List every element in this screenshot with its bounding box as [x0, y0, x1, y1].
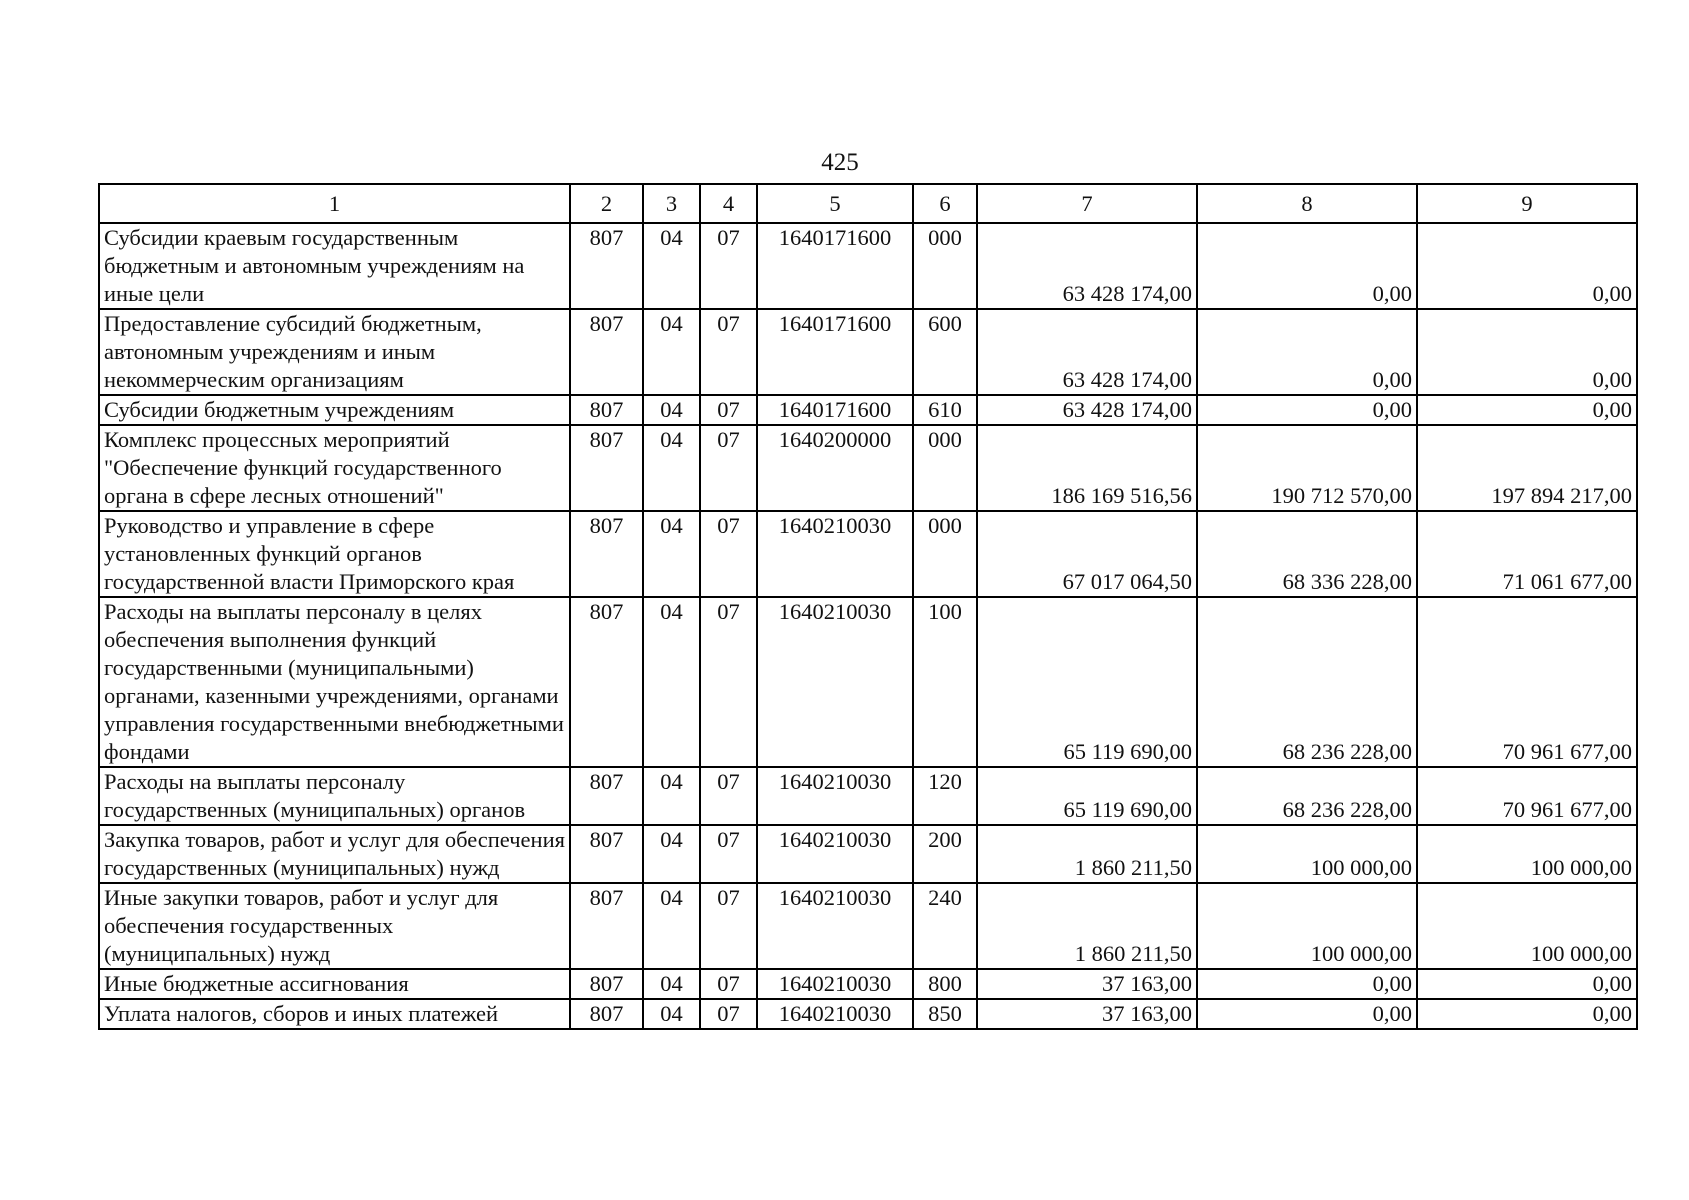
column-header-4: 4	[700, 184, 757, 223]
expense-name: Предоставление субсидий бюджетным, автономным учреждениям и иным некоммерческим организациям	[99, 309, 570, 395]
expense-type-code: 600	[913, 309, 977, 395]
subsection-code: 07	[700, 883, 757, 969]
expense-type-code: 000	[913, 223, 977, 309]
amount-col-7: 1 860 211,50	[977, 825, 1197, 883]
target-article-code: 1640171600	[757, 223, 913, 309]
subsection-code: 07	[700, 969, 757, 999]
column-header-9: 9	[1417, 184, 1637, 223]
expense-name: Уплата налогов, сборов и иных платежей	[99, 999, 570, 1029]
expense-name: Расходы на выплаты персоналу государственных (муниципальных) органов	[99, 767, 570, 825]
column-header-8: 8	[1197, 184, 1417, 223]
ministry-code: 807	[570, 883, 643, 969]
section-code: 04	[643, 395, 700, 425]
amount-col-7: 37 163,00	[977, 999, 1197, 1029]
target-article-code: 1640200000	[757, 425, 913, 511]
target-article-code: 1640210030	[757, 825, 913, 883]
amount-col-8: 68 236 228,00	[1197, 597, 1417, 767]
table-row	[99, 395, 1637, 425]
section-code: 04	[643, 825, 700, 883]
amount-col-9: 70 961 677,00	[1417, 767, 1637, 825]
amount-col-7: 65 119 690,00	[977, 597, 1197, 767]
ministry-code: 807	[570, 223, 643, 309]
expense-type-code: 200	[913, 825, 977, 883]
amount-col-9: 197 894 217,00	[1417, 425, 1637, 511]
section-code: 04	[643, 969, 700, 999]
target-article-code: 1640210030	[757, 511, 913, 597]
section-code: 04	[643, 999, 700, 1029]
ministry-code: 807	[570, 309, 643, 395]
expense-type-code: 610	[913, 395, 977, 425]
target-article-code: 1640210030	[757, 767, 913, 825]
subsection-code: 07	[700, 999, 757, 1029]
expense-type-code: 850	[913, 999, 977, 1029]
ministry-code: 807	[570, 395, 643, 425]
column-header-2: 2	[570, 184, 643, 223]
amount-col-8: 0,00	[1197, 223, 1417, 309]
expense-type-code: 800	[913, 969, 977, 999]
subsection-code: 07	[700, 767, 757, 825]
subsection-code: 07	[700, 395, 757, 425]
ministry-code: 807	[570, 825, 643, 883]
amount-col-8: 100 000,00	[1197, 825, 1417, 883]
expense-name: Субсидии бюджетным учреждениям	[99, 395, 570, 425]
table-row	[99, 883, 1637, 969]
target-article-code: 1640171600	[757, 395, 913, 425]
expense-type-code: 120	[913, 767, 977, 825]
column-header-6: 6	[913, 184, 977, 223]
amount-col-9: 71 061 677,00	[1417, 511, 1637, 597]
amount-col-7: 186 169 516,56	[977, 425, 1197, 511]
budget-table	[98, 183, 1638, 1030]
table-row	[99, 425, 1637, 511]
table-row	[99, 999, 1637, 1029]
subsection-code: 07	[700, 511, 757, 597]
amount-col-9: 0,00	[1417, 395, 1637, 425]
amount-col-9: 0,00	[1417, 999, 1637, 1029]
target-article-code: 1640171600	[757, 309, 913, 395]
amount-col-8: 190 712 570,00	[1197, 425, 1417, 511]
expense-name: Субсидии краевым государственным бюджетным и автономным учреждениям на иные цели	[99, 223, 570, 309]
ministry-code: 807	[570, 969, 643, 999]
subsection-code: 07	[700, 309, 757, 395]
amount-col-7: 63 428 174,00	[977, 223, 1197, 309]
expense-type-code: 000	[913, 511, 977, 597]
header-row	[99, 184, 1637, 223]
amount-col-9: 0,00	[1417, 969, 1637, 999]
expense-name: Закупка товаров, работ и услуг для обеспечения государственных (муниципальных) нужд	[99, 825, 570, 883]
amount-col-8: 68 236 228,00	[1197, 767, 1417, 825]
ministry-code: 807	[570, 425, 643, 511]
amount-col-8: 68 336 228,00	[1197, 511, 1417, 597]
table-row	[99, 767, 1637, 825]
column-header-1: 1	[99, 184, 570, 223]
expense-type-code: 240	[913, 883, 977, 969]
section-code: 04	[643, 883, 700, 969]
amount-col-7: 63 428 174,00	[977, 395, 1197, 425]
column-header-7: 7	[977, 184, 1197, 223]
amount-col-8: 0,00	[1197, 395, 1417, 425]
amount-col-9: 100 000,00	[1417, 825, 1637, 883]
table-row	[99, 309, 1637, 395]
amount-col-9: 100 000,00	[1417, 883, 1637, 969]
target-article-code: 1640210030	[757, 883, 913, 969]
table-row	[99, 223, 1637, 309]
amount-col-7: 65 119 690,00	[977, 767, 1197, 825]
amount-col-8: 100 000,00	[1197, 883, 1417, 969]
table-row	[99, 597, 1637, 767]
subsection-code: 07	[700, 425, 757, 511]
ministry-code: 807	[570, 597, 643, 767]
expense-name: Комплекс процессных мероприятий "Обеспечение функций государственного органа в сфере лесных отношений"	[99, 425, 570, 511]
section-code: 04	[643, 511, 700, 597]
amount-col-7: 67 017 064,50	[977, 511, 1197, 597]
subsection-code: 07	[700, 223, 757, 309]
expense-type-code: 100	[913, 597, 977, 767]
subsection-code: 07	[700, 825, 757, 883]
table-row	[99, 969, 1637, 999]
column-header-3: 3	[643, 184, 700, 223]
section-code: 04	[643, 767, 700, 825]
section-code: 04	[643, 223, 700, 309]
expense-name: Иные бюджетные ассигнования	[99, 969, 570, 999]
expense-name: Иные закупки товаров, работ и услуг для обеспечения государственных (муниципальных) нужд	[99, 883, 570, 969]
section-code: 04	[643, 597, 700, 767]
amount-col-8: 0,00	[1197, 969, 1417, 999]
target-article-code: 1640210030	[757, 597, 913, 767]
expense-name: Расходы на выплаты персоналу в целях обеспечения выполнения функций государственными (муниципальными) органами, казенными учреждениями, органами управления государственными внебюджетными фондами	[99, 597, 570, 767]
expense-name: Руководство и управление в сфере установленных функций органов государственной власти Приморского края	[99, 511, 570, 597]
amount-col-9: 0,00	[1417, 309, 1637, 395]
amount-col-9: 70 961 677,00	[1417, 597, 1637, 767]
page-number: 425	[821, 149, 859, 176]
ministry-code: 807	[570, 999, 643, 1029]
expense-type-code: 000	[913, 425, 977, 511]
amount-col-7: 1 860 211,50	[977, 883, 1197, 969]
target-article-code: 1640210030	[757, 969, 913, 999]
table-row	[99, 511, 1637, 597]
ministry-code: 807	[570, 511, 643, 597]
table-row	[99, 825, 1637, 883]
section-code: 04	[643, 309, 700, 395]
amount-col-7: 63 428 174,00	[977, 309, 1197, 395]
amount-col-9: 0,00	[1417, 223, 1637, 309]
section-code: 04	[643, 425, 700, 511]
column-header-5: 5	[757, 184, 913, 223]
amount-col-8: 0,00	[1197, 309, 1417, 395]
amount-col-7: 37 163,00	[977, 969, 1197, 999]
amount-col-8: 0,00	[1197, 999, 1417, 1029]
target-article-code: 1640210030	[757, 999, 913, 1029]
subsection-code: 07	[700, 597, 757, 767]
ministry-code: 807	[570, 767, 643, 825]
